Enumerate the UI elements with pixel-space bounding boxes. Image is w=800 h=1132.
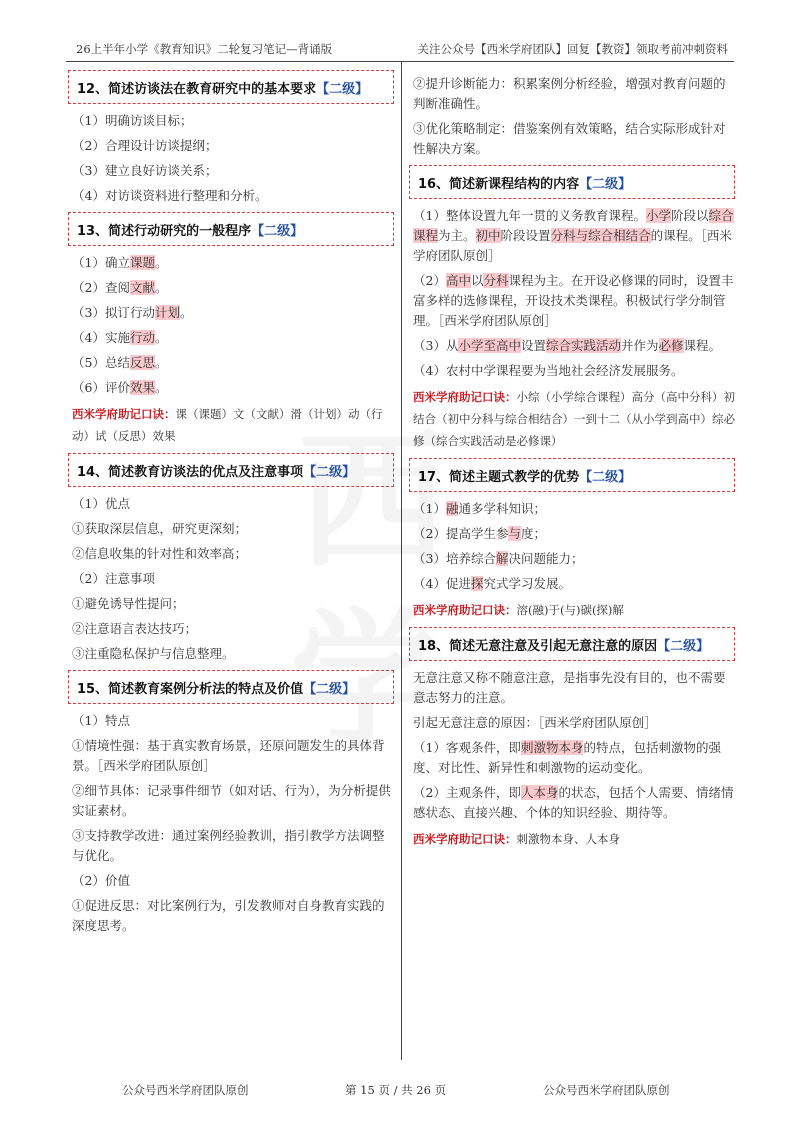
q13-item-5: （5）总结反思。 <box>72 355 168 370</box>
q13-item-6: （6）评价效果。 <box>72 380 168 395</box>
q18-item-2: （2）主观条件，即人本身的状态，包括个人需要、情绪情感状态、直接兴趣、个体的知识经验、期待等。 <box>413 785 734 820</box>
q15-continued-1: ②提升诊断能力：积累案例分析经验，增强对教育问题的判断准确性。 <box>413 76 726 111</box>
q13-mnemonic: 西米学府助记口诀：课（课题）文（文献）滑（计划）动（行动）试（反思）效果 <box>72 407 383 443</box>
q18-mnemonic: 西米学府助记口诀：刺激物本身、人本身 <box>413 832 620 846</box>
highlight: 解 <box>495 551 509 566</box>
q16-item-2: （2）高中以分科课程为主。在开设必修课的同时，设置丰富多样的选修课程，开设技术类课程。积极试行学分制管理。［西米学府团队原创］ <box>413 273 734 328</box>
page-number: 第 15 页 / 共 26 页 <box>345 1083 447 1097</box>
highlight: 分科与综合相结合 <box>550 228 651 243</box>
q17-item-4: （4）促进探究式学习发展。 <box>413 576 571 591</box>
highlight: 反思 <box>129 355 155 370</box>
header-title: 26上半年小学《教育知识》二轮复习笔记—背诵版 <box>76 42 333 56</box>
q17-mnemonic: 西米学府助记口诀：溶(融)于(与)碳(探)解 <box>413 603 624 617</box>
q13-item-3: （3）拟订行动计划。 <box>72 305 193 320</box>
q15-item-4: ③支持教学改进：通过案例经验教训，指引教学方法调整与优化。 <box>72 828 385 863</box>
highlight: 综合课程 <box>413 208 734 243</box>
right-column <box>409 64 735 855</box>
q14-level-badge: 【二级】 <box>303 465 356 480</box>
q15-item-3: ②细节具体：记录事件细节（如对话、行为），为分析提供实证素材。 <box>72 783 391 818</box>
highlight: 行动 <box>129 330 155 345</box>
highlight: 小学至高中 <box>458 338 521 353</box>
q13-item-1: （1）确立课题。 <box>72 255 168 270</box>
question-15-title <box>68 670 394 704</box>
q12-level-badge: 【二级】 <box>316 82 369 97</box>
header-promo: 关注公众号【西米学府团队】回复【教资】领取考前冲刺资料 <box>417 42 728 56</box>
q18-level-badge: 【二级】 <box>657 639 710 654</box>
q12-title-text: 12、简述访谈法在教育研究中的基本要求 <box>77 82 317 97</box>
q18-definition: 无意注意又称不随意注意，是指事先没有目的，也不需要意志努力的注意。 <box>413 670 726 705</box>
q15-level-badge: 【二级】 <box>303 682 356 697</box>
highlight: 综合实践活动 <box>545 338 621 353</box>
question-14-title <box>68 453 394 487</box>
highlight: 效果 <box>129 380 155 395</box>
q15-title-text: 15、简述教育案例分析法的特点及价值 <box>77 682 304 697</box>
q13-title-text: 13、简述行动研究的一般程序 <box>77 224 252 239</box>
q14-item-1: （1）优点 <box>72 496 130 511</box>
highlight: 融 <box>445 501 459 516</box>
q14-item-2: ①获取深层信息，研究更深刻； <box>72 521 248 536</box>
q16-item-1: （1）整体设置九年一贯的义务教育课程。小学阶段以综合课程为主。初中阶段设置分科与综合相结合的课程。［西米学府团队原创］ <box>413 208 734 263</box>
q14-item-3: ②信息收集的针对性和效率高； <box>72 546 248 561</box>
page-header <box>0 0 800 66</box>
q17-item-3: （3）培养综合解决问题能力； <box>413 551 584 566</box>
question-13-title <box>68 212 394 246</box>
question-18-title <box>409 627 735 661</box>
footer-right: 公众号西米学府团队原创 <box>543 1083 670 1097</box>
q18-item-1: （1）客观条件，即刺激物本身的特点，包括刺激物的强度、对比性、新异性和刺激物的运动变化。 <box>413 740 721 775</box>
q14-item-5: ①避免诱导性提问； <box>72 596 185 611</box>
q12-item-2: （2）合理设计访谈提纲； <box>72 138 218 153</box>
q17-item-2: （2）提高学生参与度； <box>413 526 546 541</box>
q12-item-1: （1）明确访谈目标； <box>72 113 193 128</box>
highlight: 课题 <box>129 255 155 270</box>
q12-item-3: （3）建立良好访谈关系； <box>72 163 218 178</box>
question-16-title <box>409 165 735 199</box>
highlight: 与 <box>508 526 521 541</box>
q14-title-text: 14、简述教育访谈法的优点及注意事项 <box>77 465 304 480</box>
q16-level-badge: 【二级】 <box>579 177 632 192</box>
highlight: 初中 <box>475 228 501 243</box>
q14-item-6: ②注意语言表达技巧； <box>72 621 198 636</box>
highlight: 刺激物本身 <box>520 740 584 755</box>
q15-item-6: ①促进反思：对比案例行为，引发教师对自身教育实践的深度思考。 <box>72 898 385 933</box>
highlight: 必修 <box>658 338 684 353</box>
highlight: 文献 <box>129 280 155 295</box>
q16-mnemonic: 西米学府助记口诀：小综（小学综合课程）高分（高中分科）初结合（初中分科与综合相结合）一到十二（从小学到高中）综必修（综合实践活动是必修课） <box>413 390 735 448</box>
footer-left: 公众号西米学府团队原创 <box>122 1083 249 1097</box>
left-column <box>68 64 394 941</box>
highlight: 分科 <box>483 273 509 288</box>
highlight: 计划 <box>154 305 180 320</box>
q14-item-4: （2）注意事项 <box>72 571 155 586</box>
q16-item-4: （4）农村中学课程要为当地社会经济发展服务。 <box>413 363 684 378</box>
highlight: 高中 <box>445 273 471 288</box>
q17-title-text: 17、简述主题式教学的优势 <box>418 470 580 485</box>
q18-cause-intro: 引起无意注意的原因：［西米学府团队原创］ <box>413 715 657 730</box>
q16-item-3: （3）从小学至高中设置综合实践活动并作为必修课程。 <box>413 338 722 353</box>
q13-level-badge: 【二级】 <box>251 224 304 239</box>
column-divider <box>401 62 402 1060</box>
q17-item-1: （1）融通多学科知识； <box>413 501 546 516</box>
q15-item-5: （2）价值 <box>72 873 130 888</box>
header-rule <box>66 61 734 62</box>
q17-level-badge: 【二级】 <box>579 470 632 485</box>
q18-title-text: 18、简述无意注意及引起无意注意的原因 <box>418 639 658 654</box>
highlight: 小学 <box>645 208 671 223</box>
q13-item-2: （2）查阅文献。 <box>72 280 168 295</box>
highlight: 人本身 <box>520 785 559 800</box>
q15-continued-2: ③优化策略制定：借鉴案例有效策略，结合实际形成针对性解决方案。 <box>413 121 726 156</box>
question-17-title <box>409 458 735 492</box>
q12-item-4: （4）对访谈资料进行整理和分析。 <box>72 188 268 203</box>
q15-item-1: （1）特点 <box>72 713 130 728</box>
highlight: 探 <box>470 576 484 591</box>
question-12-title <box>68 70 394 104</box>
q14-item-7: ③注重隐私保护与信息整理。 <box>72 646 235 661</box>
q16-title-text: 16、简述新课程结构的内容 <box>418 177 580 192</box>
q15-item-2: ①情境性强：基于真实教育场景，还原问题发生的具体背景。［西米学府团队原创］ <box>72 738 385 773</box>
q13-item-4: （4）实施行动。 <box>72 330 168 345</box>
